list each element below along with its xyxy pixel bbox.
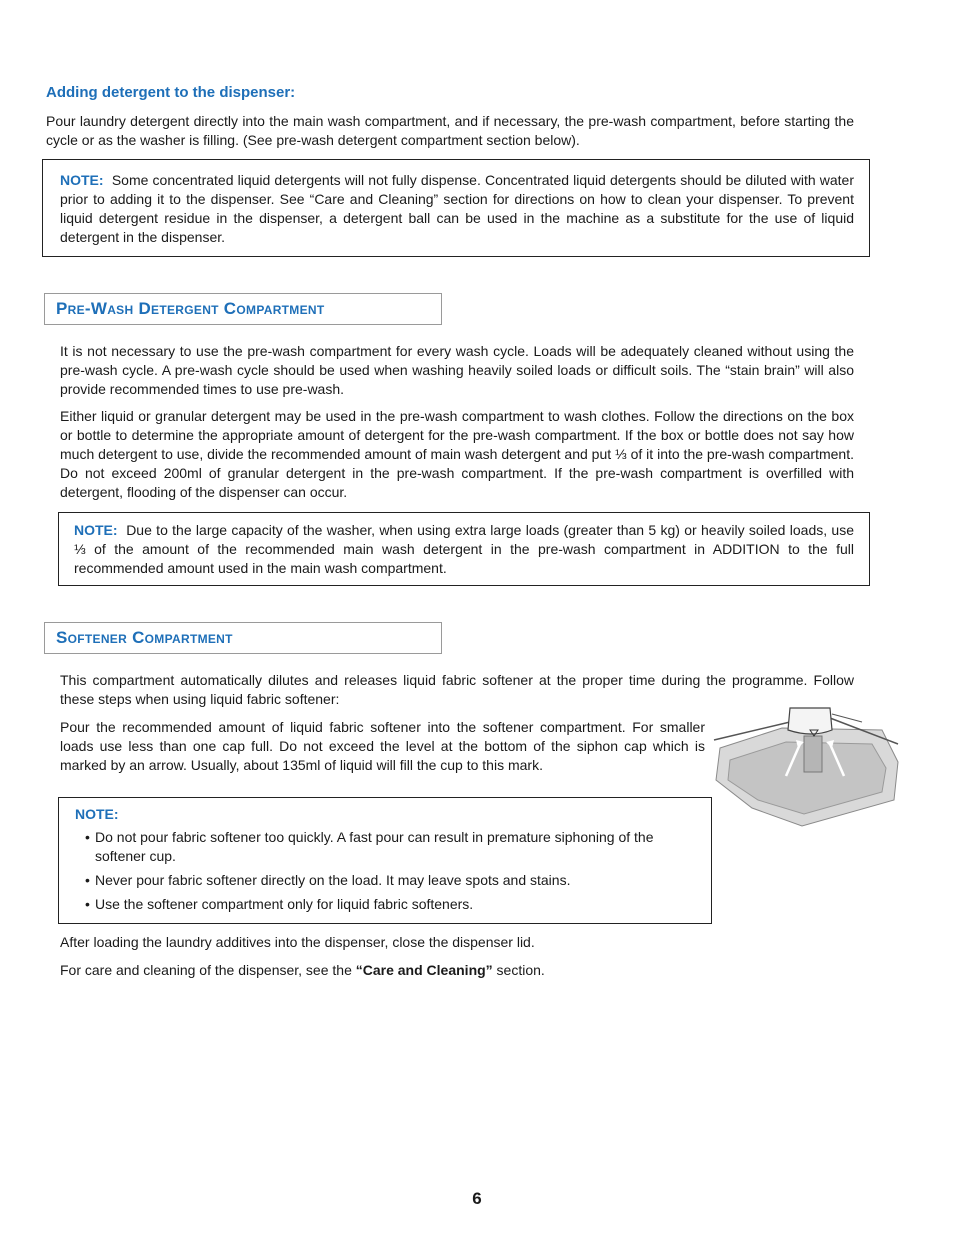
list-item: • Use the softener compartment only for liquid fabric softeners. [75,895,693,914]
closing-paragraph-1: After loading the laundry additives into the dispenser, close the dispenser lid. [60,934,535,950]
note-box-capacity [58,512,870,586]
section-header-softener [44,622,442,654]
softener-cup-illustration [712,700,902,830]
note-dispense-text [60,171,854,247]
list-item: • Never pour fabric softener directly on the load. It may leave spots and stains. [75,871,693,890]
note-box-dispense [42,159,870,257]
softener-heading: Softener Compartment [56,628,233,647]
note-label: NOTE: [60,172,104,188]
note-softener-list [75,828,693,919]
note-capacity-text [74,521,854,578]
prewash-paragraph-1: It is not necessary to use the pre-wash compartment for every wash cycle. Loads will be adequately cleaned without using the pre-wash cycle. A pre-wash cycle should be used when washing heavily soiled loads or difficult soils. The “stain brain” will also provide recommended times to use pre-wash. [60,343,854,397]
adding-paragraph: Pour laundry detergent directly into the main wash compartment, and if necessary, the pre-wash compartment, before starting the cycle or as the washer is filling. (See pre-wash detergent compartment section below). [46,113,854,148]
note-label: NOTE: [74,522,118,538]
note-label: NOTE: [75,806,119,822]
section-header-prewash [44,293,442,325]
care-cleaning-reference: “Care and Cleaning” [355,962,493,978]
note-body: Some concentrated liquid detergents will not fully dispense. Concentrated liquid detergents should be diluted with water prior to adding it to the dispenser. See “Care and Cleaning” section for directions on how to clean your dispenser. To prevent liquid detergent residue in the dispenser, a detergent ball can be used in the machine as a substitute for the use of liquid detergent in the dispenser. [60,172,854,245]
prewash-paragraph-2: Either liquid or granular detergent may be used in the pre-wash compartment to wash clothes. Follow the directions on the box or bottle to determine the appropriate amount of detergent for the pre-wash compartment. If the box or bottle does not say how much detergent to use, divide the recommended amount of main wash detergent and put ⅓ of it into the pre-wash compartment. Do not exceed 200ml of granular detergent in the pre-wash compartment. If the pre-wash compartment is overfilled with detergent, flooding of the dispenser can occur. [60,408,854,500]
closing-text-before: For care and cleaning of the dispenser, see the [60,962,356,978]
adding-heading: Adding detergent to the dispenser: [46,84,296,101]
note-box-softener [58,797,712,924]
closing-paragraph-2 [60,961,854,980]
note-body: Due to the large capacity of the washer, when using extra large loads (greater than 5 kg) or heavily soiled loads, use ⅓ of the amount of the recommended main wash detergent in the pre-wash compartment in ADDITION to the full recommended amount used in the main wash compartment. [74,522,854,576]
closing-text-after: section. [492,962,545,978]
page-number: 6 [472,1189,482,1208]
prewash-heading: Pre-Wash Detergent Compartment [56,299,325,318]
list-item: • Do not pour fabric softener too quickly. A fast pour can result in premature siphoning of the softener cup. [75,828,693,866]
softener-paragraph-2: Pour the recommended amount of liquid fabric softener into the softener compartment. For smaller loads use less than one cap full. Do not exceed the level at the bottom of the siphon cap which is marked by an arrow. Usually, about 135ml of liquid will fill the cup to this mark. [60,719,705,773]
softener-paragraph-1: This compartment automatically dilutes and releases liquid fabric softener at the proper time during the programme. Follow these steps when using liquid fabric softener: [60,672,854,707]
